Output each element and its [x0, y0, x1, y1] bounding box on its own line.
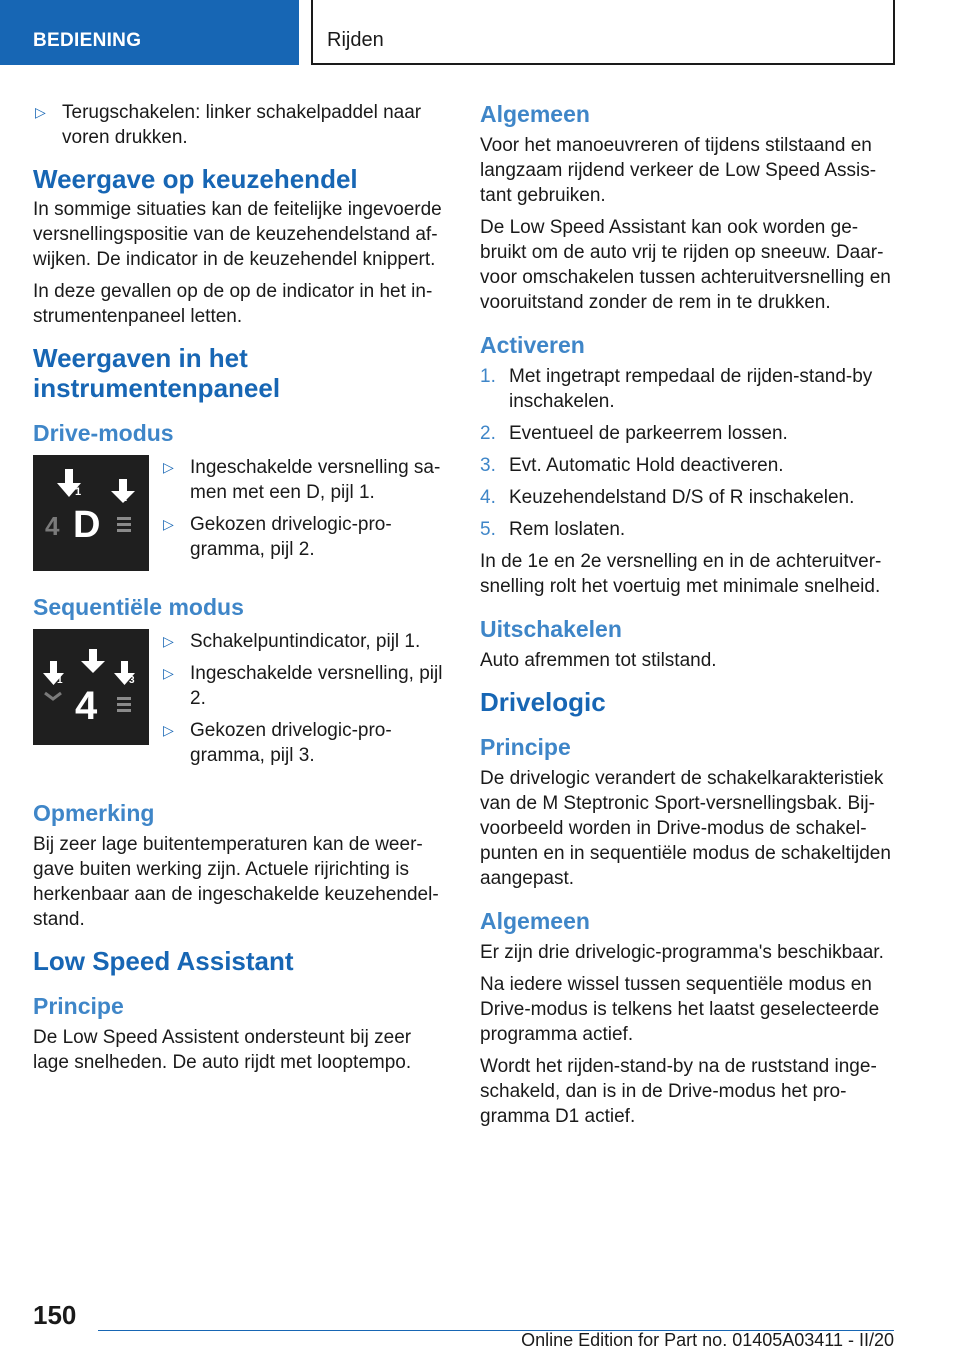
- gear-number: 4: [75, 684, 98, 728]
- heading-drive-modus: Drive-modus: [33, 420, 174, 446]
- arrow-label-1: 1: [57, 675, 63, 686]
- sequential-figure-row: [33, 629, 443, 783]
- paragraph: In deze gevallen op de op de indicator in het instrumentenpaneel letten.: [33, 281, 433, 327]
- right-column: [480, 100, 898, 1136]
- paragraph: Na iedere wissel tussen sequentiële modus en Drive-modus is telkens het laatst geselecteerde programma actief.: [480, 974, 880, 1045]
- chapter-tab: [311, 0, 895, 65]
- heading-low-speed-assistant: Low Speed Assistant: [33, 946, 294, 976]
- arrow-label-1: 1: [75, 486, 82, 498]
- gear-prefix: 4: [45, 511, 60, 541]
- sequential-mode-display-image: [33, 629, 149, 745]
- paragraph: In de 1e en 2e versnelling en in de achteruitversnelling rolt het voertuig met minimale snelheid.: [480, 551, 882, 597]
- triangle-bullet-icon: ▷: [163, 633, 174, 649]
- intro-list: [33, 100, 443, 150]
- heading-uitschakelen: Uitschakelen: [480, 616, 622, 642]
- heading-activeren: Activeren: [480, 332, 585, 358]
- list-item: ▷ Ingeschakelde versnelling, pijl 2.: [163, 663, 443, 709]
- list-item: 2. Eventueel de parkeerrem lossen.: [480, 423, 788, 444]
- program-bars-icon: [117, 697, 131, 712]
- list-item: 5. Rem loslaten.: [480, 519, 626, 540]
- paragraph: In sommige situaties kan de feitelijke ingevoerde versnellingspositie van de keuzehendelstand afwijken. De indicator in de keuzehendel knippert.: [33, 199, 442, 270]
- heading-opmerking: Opmerking: [33, 800, 155, 826]
- chapter-title: Rijden: [327, 29, 384, 51]
- arrow-label-3: 3: [129, 675, 135, 686]
- list-item: ▷ Terugschakelen: linker schakelpaddel naar voren drukken.: [35, 102, 422, 148]
- program-bars-icon: [117, 517, 131, 532]
- list-item: ▷ Gekozen drivelogic-programma, pijl 3.: [163, 720, 392, 766]
- triangle-bullet-icon: ▷: [163, 516, 174, 532]
- section-tab: [0, 0, 299, 65]
- triangle-bullet-icon: ▷: [163, 722, 174, 738]
- paragraph: Auto afremmen tot stilstand.: [480, 650, 717, 671]
- list-item: ▷ Ingeschakelde versnelling samen met een D, pijl 1.: [163, 457, 441, 503]
- heading-weergaven: Weergaven in het instrumentenpaneel: [33, 343, 281, 403]
- drive-list: [161, 455, 443, 569]
- drive-mode-display-image: [33, 455, 149, 571]
- paragraph: Wordt het rijden-stand-by na de ruststand ingeschakeld, dan is in de Drive-modus het programma D1 actief.: [480, 1056, 877, 1127]
- activation-steps: [480, 364, 898, 542]
- gear-letter: D: [73, 504, 101, 546]
- heading-principe: Principe: [480, 734, 571, 760]
- heading-weergave: Weergave op keuzehendel: [33, 164, 358, 194]
- section-title: BEDIENING: [33, 30, 142, 51]
- arrow-label-2: 2: [121, 492, 128, 504]
- triangle-bullet-icon: ▷: [163, 665, 174, 681]
- paragraph: De drivelogic verandert de schakelkarakteristiek van de M Steptronic Sport-versnellingsbak. Bijvoorbeeld worden in Drive-modus de schakelpunten en in sequentiële modus de schakeltijden aangepast.: [480, 768, 891, 889]
- page-number: 150: [33, 1300, 77, 1330]
- sequential-list: [161, 629, 443, 775]
- heading-sequentieel: Sequentiële modus: [33, 594, 244, 620]
- left-column: [33, 100, 443, 1082]
- edition-text: Online Edition for Part no. 01405A03411 - II/20: [521, 1330, 894, 1350]
- paragraph: Voor het manoeuvreren of tijdens stilstaand en langzaam rijdend verkeer de Low Speed Assistant gebruiken.: [480, 135, 877, 206]
- heading-algemeen: Algemeen: [480, 908, 590, 934]
- heading-algemeen: Algemeen: [480, 101, 590, 127]
- list-item: 4. Keuzehendelstand D/S of R inschakelen.: [480, 487, 855, 508]
- heading-principe: Principe: [33, 993, 124, 1019]
- triangle-bullet-icon: ▷: [163, 459, 174, 475]
- list-item: ▷ Schakelpuntindicator, pijl 1.: [163, 631, 421, 652]
- list-item: 1. Met ingetrapt rempedaal de rijden-stand-by inschakelen.: [480, 366, 873, 412]
- triangle-bullet-icon: ▷: [35, 104, 46, 120]
- paragraph: Bij zeer lage buitentemperaturen kan de weergave buiten werking zijn. Actuele rijrichting is herkenbaar aan de ingeschakelde keuzehendelstand.: [33, 834, 439, 930]
- shift-down-chevron-icon: [45, 693, 61, 699]
- list-item: ▷ Gekozen drivelogic-programma, pijl 2.: [163, 514, 392, 560]
- paragraph: De Low Speed Assistant kan ook worden gebruikt om de auto vrij te rijden op sneeuw. Daarvoor omschakelen tussen achteruitversnelling en vooruitstand zonder de rem in te drukken.: [480, 217, 891, 313]
- paragraph: De Low Speed Assistent ondersteunt bij zeer lage snelheden. De auto rijdt met looptempo.: [33, 1027, 412, 1073]
- drive-figure-row: [33, 455, 443, 577]
- arrow-label-2: 2: [89, 651, 95, 662]
- list-item: 3. Evt. Automatic Hold deactiveren.: [480, 455, 784, 476]
- paragraph: Er zijn drie drivelogic-programma's beschikbaar.: [480, 942, 884, 963]
- heading-drivelogic: Drivelogic: [480, 687, 606, 717]
